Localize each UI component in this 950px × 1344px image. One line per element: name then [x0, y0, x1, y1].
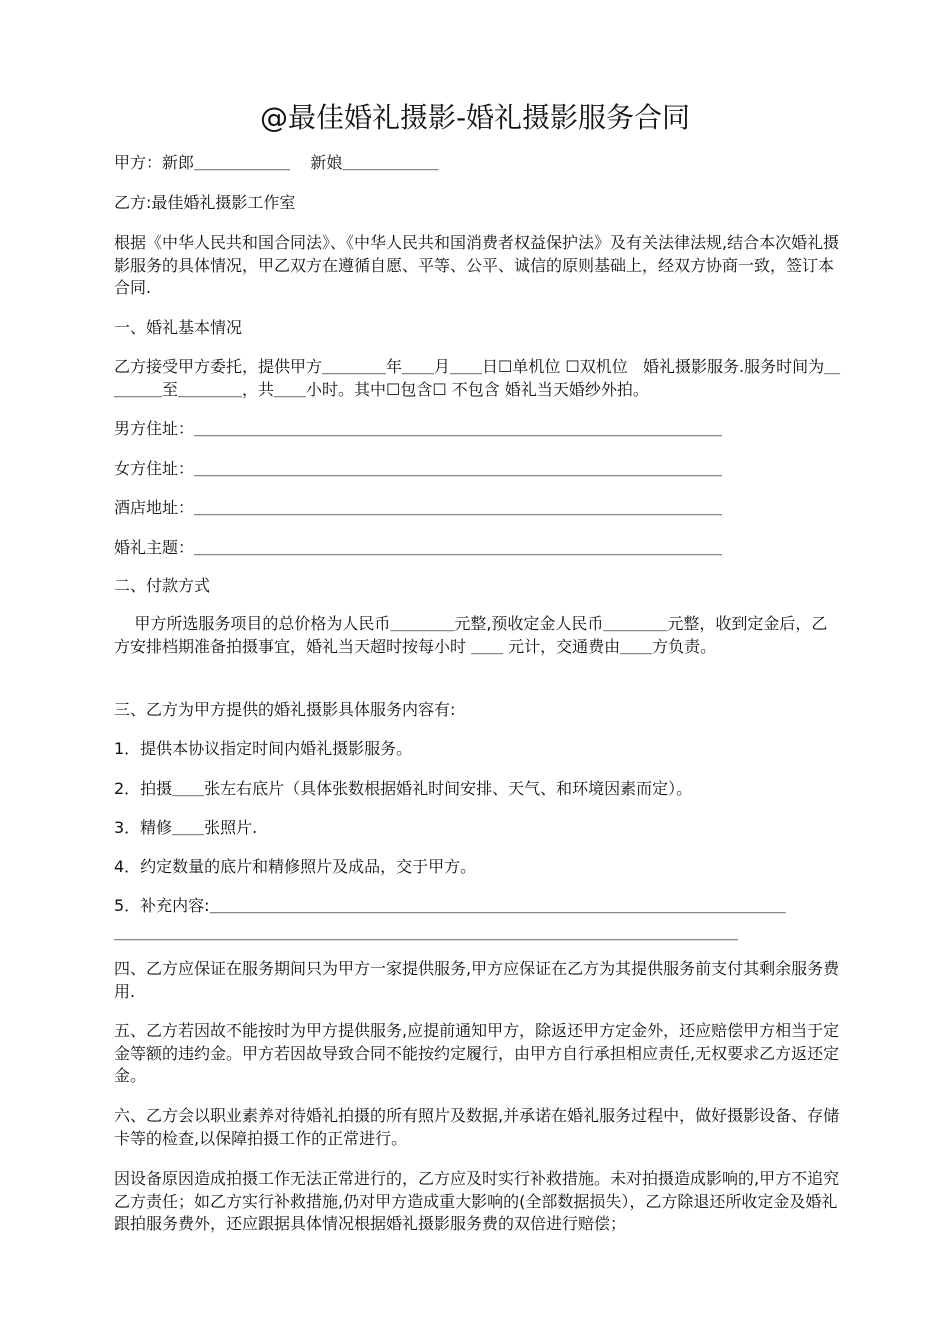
bride-address-field: 女方住址：＿＿＿＿＿＿＿＿＿＿＿＿＿＿＿＿＿＿＿＿＿＿＿＿＿＿＿＿＿＿＿＿＿	[114, 459, 723, 478]
service-item-5: 5．补充内容:＿＿＿＿＿＿＿＿＿＿＿＿＿＿＿＿＿＿＿＿＿＿＿＿＿＿＿＿＿＿＿＿＿＿＿＿	[114, 896, 786, 915]
document-title: @最佳婚礼摄影-婚礼摄影服务合同	[259, 101, 691, 134]
service-item-2: 2．拍摄＿＿张左右底片（具体张数根据婚礼时间安排、天气、和环境因素而定）。	[114, 779, 693, 798]
equipment-clause-paragraph: 因设备原因造成拍摄工作无法正常进行的，乙方应及时实行补救措施。未对拍摄造成影响的,甲方不追究乙方责任；如乙方实行补救措施,仍对甲方造成重大影响的(全部数据损失），乙方除退还所收定金及婚礼跟拍服务费外，还应跟据具体情况根据婚礼摄影服务费的双倍进行赔偿；	[114, 1169, 840, 1233]
section-1-body: 乙方接受甲方委托，提供甲方＿＿＿＿年＿＿月＿＿日☐单机位 ☐双机位 婚礼摄影服务.服务时间为＿＿＿＿至＿＿＿＿，共＿＿小时。其中☐包含☐ 不包含 婚礼当天婚纱外拍。	[114, 357, 841, 399]
service-item-3: 3．精修＿＿张照片.	[114, 818, 258, 837]
section-5-paragraph: 五、乙方若因故不能按时为甲方提供服务,应提前通知甲方，除返还甲方定金外，还应赔偿甲方相当于定金等额的违约金。甲方若因故导致合同不能按约定履行，由甲方自行承担相应责任,无权要求乙方返还定金。	[114, 1021, 840, 1085]
section-2-heading: 二、付款方式	[114, 576, 211, 595]
section-2-body: 甲方所选服务项目的总价格为人民币＿＿＿＿元整,预收定金人民币＿＿＿＿元整，收到定金后，乙方安排档期准备拍摄事宜，婚礼当天超时按每小时 ＿＿ 元计，交通费由＿＿方负责。	[114, 614, 828, 656]
section-6-paragraph: 六、乙方会以职业素养对待婚礼拍摄的所有照片及数据,并承诺在婚礼服务过程中，做好摄影设备、存储卡等的检查,以保障拍摄工作的正常进行。	[114, 1106, 840, 1148]
service-item-4: 4．约定数量的底片和精修照片及成品，交于甲方。	[114, 857, 477, 876]
party-a-line: 甲方：新郎＿＿＿＿＿＿ 新娘＿＿＿＿＿＿	[114, 153, 439, 172]
section-3-heading: 三、乙方为甲方提供的婚礼摄影具体服务内容有:	[114, 700, 456, 719]
section-4-paragraph: 四、乙方应保证在服务期间只为甲方一家提供服务,甲方应保证在乙方为其提供服务前支付其剩余服务费用.	[114, 959, 840, 1001]
service-item-1: 1．提供本协议指定时间内婚礼摄影服务。	[114, 739, 413, 758]
intro-paragraph: 根据《中华人民共和国合同法》、《中华人民共和国消费者权益保护法》及有关法律法规,结合本次婚礼摄影服务的具体情况，甲乙双方在遵循自愿、平等、公平、诚信的原则基础上，经双方协商一致，签订本合同.	[114, 233, 840, 297]
section-1-heading: 一、婚礼基本情况	[114, 318, 243, 337]
hotel-address-field: 酒店地址：＿＿＿＿＿＿＿＿＿＿＿＿＿＿＿＿＿＿＿＿＿＿＿＿＿＿＿＿＿＿＿＿＿	[114, 498, 723, 517]
groom-address-field: 男方住址：＿＿＿＿＿＿＿＿＿＿＿＿＿＿＿＿＿＿＿＿＿＿＿＿＿＿＿＿＿＿＿＿＿	[114, 419, 723, 438]
service-item-5-continuation: ＿＿＿＿＿＿＿＿＿＿＿＿＿＿＿＿＿＿＿＿＿＿＿＿＿＿＿＿＿＿＿＿＿＿＿＿＿＿＿	[114, 923, 739, 942]
party-b-line: 乙方:最佳婚礼摄影工作室	[114, 193, 296, 212]
wedding-theme-field: 婚礼主题：＿＿＿＿＿＿＿＿＿＿＿＿＿＿＿＿＿＿＿＿＿＿＿＿＿＿＿＿＿＿＿＿＿	[114, 538, 723, 557]
